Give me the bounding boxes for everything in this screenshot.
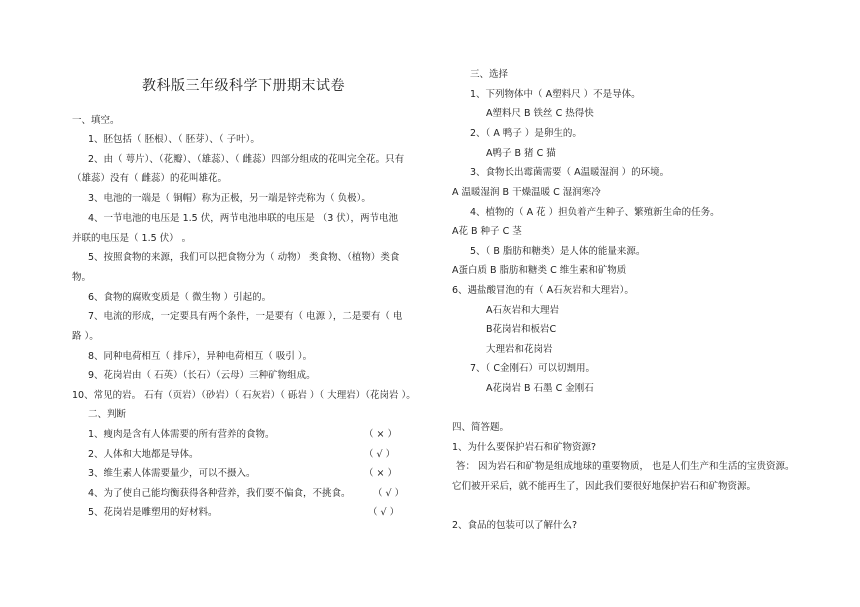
short-answer-1-line: 它们被开采后，就不能再生了，因此我们要很好地保护岩石和矿物资源。 — [452, 481, 757, 492]
section-heading-fill: 一、填空。 — [72, 115, 120, 126]
fill-line: 物。 — [72, 272, 92, 283]
choice-line: A花岗岩 B 石墨 C 金刚石 — [486, 383, 594, 394]
choice-line: A石灰岩和大理岩 — [486, 305, 559, 316]
judge-item-answer: （ × ） — [364, 429, 397, 440]
choice-line: 4、植物的（ A 花 ）担负着产生种子、繁殖新生命的任务。 — [470, 207, 720, 218]
choice-line: 3、食物长出霉菌需要（ A温暖湿润 ）的环境。 — [470, 167, 670, 178]
fill-line: 2、由（ 萼片）、（花瓣）、（雄蕊）、（ 雌蕊）四部分组成的花叫完全花。只有 — [88, 154, 405, 165]
judge-item-text: 3、维生素人体需要量少，可以不摄入。 — [88, 468, 256, 479]
fill-line: 3、电池的一端是（ 铜帽）称为正极，另一端是锌壳称为（ 负极）。 — [88, 193, 371, 204]
fill-line: 并联的电压是（ 1.5 伏） 。 — [72, 233, 192, 244]
choice-line: B花岗岩和板岩C — [486, 324, 557, 335]
choice-line: 1、下列物体中（ A塑料尺 ）不是导体。 — [470, 89, 641, 100]
short-answer-1-line: 答： 因为岩石和矿物是组成地球的重要物质， 也是人们生产和生活的宝贵资源。 — [456, 461, 795, 472]
section-heading-short-answer: 四、简答题。 — [452, 422, 510, 433]
choice-line: A 温暖湿润 B 干燥温暖 C 湿润寒冷 — [452, 187, 601, 198]
judge-item-answer: （ √ ） — [364, 449, 396, 460]
choice-line: 大理岩和花岗岩 — [486, 344, 553, 355]
choice-line: 6、遇盐酸冒泡的有（ A石灰岩和大理岩）。 — [452, 285, 634, 296]
judge-item-text: 5、花岗岩是雕塑用的好材料。 — [88, 507, 218, 518]
choice-line: 7、（ C金刚石）可以切割用。 — [470, 363, 595, 374]
fill-line: 9、花岗岩由（ 石英）（长石）（云母）三种矿物组成。 — [88, 370, 316, 381]
section-heading-judge: 二、判断 — [88, 409, 127, 420]
fill-line: 10、常见的岩。 石有（页岩）（砂岩）（ 石灰岩）（ 砾岩 ）（ 大理岩）（花岗岩 ）。 — [72, 390, 416, 401]
choice-line: A蛋白质 B 脂肪和糖类 C 维生素和矿物质 — [452, 265, 627, 276]
short-question-2: 2、食品的包装可以了解什么? — [452, 520, 578, 531]
fill-line: 5、按照食物的来源，我们可以把食物分为（ 动物） 类食物、（植物）类食 — [88, 252, 400, 263]
judge-item-text: 4、为了使自己能均衡获得各种营养，我们要不偏食，不挑食。 — [88, 488, 351, 499]
judge-item-text: 2、人体和大地都是导体。 — [88, 449, 199, 460]
choice-line: 5、（ B 脂肪和糖类）是人体的能量来源。 — [470, 246, 646, 257]
fill-line: 4、一节电池的电压是 1.5 伏，两节电池串联的电压是 （3 伏），两节电池 — [88, 213, 399, 224]
short-question-1: 1、为什么要保护岩石和矿物资源? — [452, 442, 597, 453]
judge-item-text: 1、瘦肉是含有人体需要的所有营养的食物。 — [88, 429, 275, 440]
choice-line: A鸭子 B 猪 C 猫 — [486, 148, 556, 159]
fill-line: 6、食物的腐败变质是（ 微生物 ）引起的。 — [88, 292, 272, 303]
judge-item-answer: （ √ ） — [368, 507, 400, 518]
fill-line: 8、同种电荷相互（ 排斥），异种电荷相互（ 吸引 ）。 — [88, 351, 313, 362]
choice-line: A塑料尺 B 铁丝 C 热得快 — [486, 108, 594, 119]
choice-line: 2、（ A 鸭子 ）是卵生的。 — [470, 128, 582, 139]
page-title: 教科版三年级科学下册期末试卷 — [142, 78, 345, 94]
fill-line: 路 ）。 — [72, 331, 99, 342]
section-heading-choice: 三、选择 — [470, 69, 509, 80]
fill-line: 7、电流的形成，一定要具有两个条件，一是要有（ 电源 ），二是要有（ 电 — [88, 311, 403, 322]
judge-item-answer: （ √ ） — [373, 488, 405, 499]
fill-line: （雄蕊）没有（ 雌蕊）的花叫雄花。 — [72, 173, 228, 184]
choice-line: A花 B 种子 C 茎 — [452, 226, 522, 237]
fill-line: 1、胚包括（ 胚根）、（ 胚芽）、（ 子叶）。 — [88, 134, 260, 145]
judge-item-answer: （ × ） — [364, 468, 397, 479]
